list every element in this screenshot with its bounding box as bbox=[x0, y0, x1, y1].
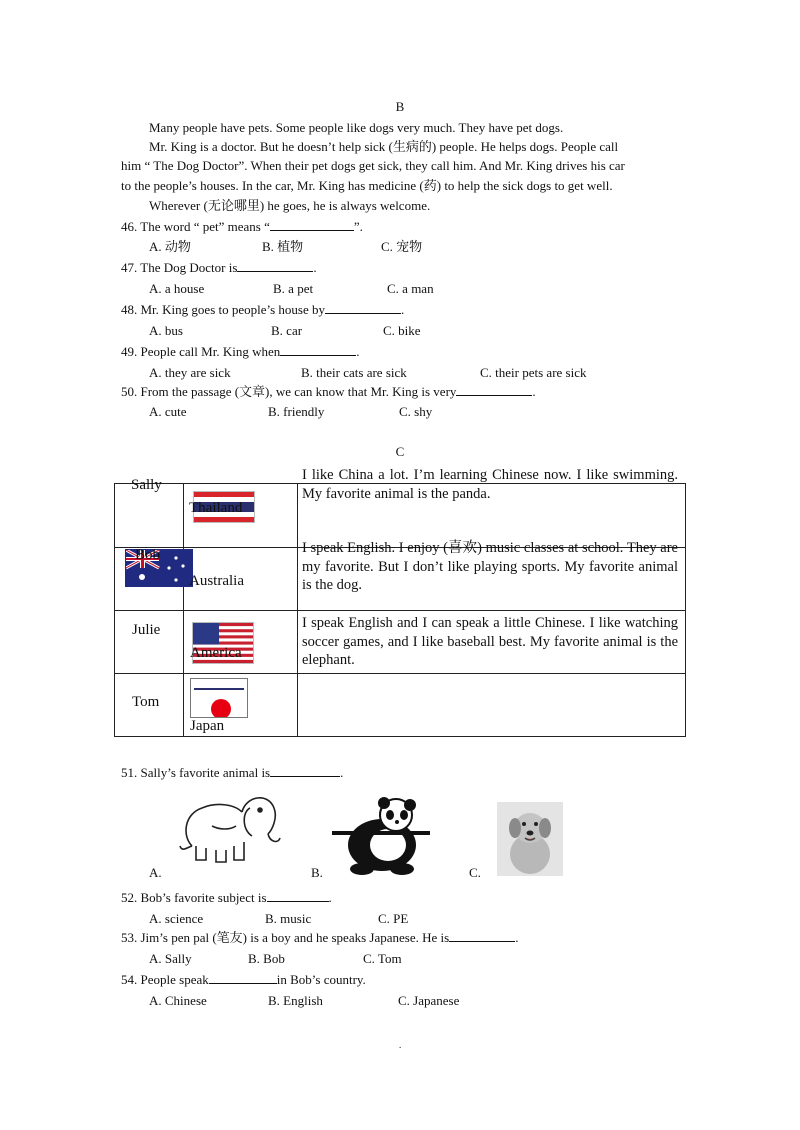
answer-blank[interactable] bbox=[237, 259, 313, 272]
dog-icon[interactable] bbox=[497, 802, 563, 876]
q46-option-c[interactable]: C. 宠物 bbox=[381, 239, 423, 254]
table-row-country: Japan bbox=[190, 718, 225, 734]
q48-option-a[interactable]: A. bus bbox=[149, 323, 183, 338]
q54-option-a[interactable]: A. Chinese bbox=[149, 993, 207, 1008]
answer-blank[interactable] bbox=[280, 343, 356, 356]
q47-option-c[interactable]: C. a man bbox=[387, 281, 434, 296]
q50-option-a[interactable]: A. cute bbox=[149, 404, 187, 419]
q51-option-c[interactable]: C. bbox=[469, 865, 481, 880]
passage-b-para2-line3: to the people’s houses. In the car, Mr. King has medicine (药) to help the sick dogs to get well. bbox=[121, 178, 613, 193]
table-row-description: I like China a lot. I’m learning Chinese now. I like swimming. My favorite animal is the panda. bbox=[302, 467, 678, 502]
q48-option-c[interactable]: C. bike bbox=[383, 323, 421, 338]
q50-option-b[interactable]: B. friendly bbox=[268, 404, 325, 419]
q54-option-b[interactable]: B. English bbox=[268, 993, 323, 1008]
question-47: 47. The Dog Doctor is . bbox=[121, 260, 317, 275]
q53-option-a[interactable]: A. Sally bbox=[149, 951, 192, 966]
q48-option-b[interactable]: B. car bbox=[271, 323, 303, 338]
q52-option-c[interactable]: C. PE bbox=[378, 911, 409, 926]
passage-b-para2-line1: Mr. King is a doctor. But he doesn’t help sick (生病的) people. He helps dogs. People call bbox=[149, 139, 619, 154]
q47-option-b[interactable]: B. a pet bbox=[273, 281, 314, 296]
q52-option-a[interactable]: A. science bbox=[149, 911, 204, 926]
q53-option-b[interactable]: B. Bob bbox=[248, 951, 285, 966]
answer-blank[interactable] bbox=[456, 383, 532, 396]
passage-b-para2-line2: him “ The Dog Doctor”. When their pet dogs get sick, they call him. And Mr. King drives his car bbox=[121, 158, 625, 173]
section-b-label: B bbox=[395, 99, 405, 114]
q51-option-b[interactable]: B. bbox=[311, 865, 323, 880]
page-footer-mark: . bbox=[399, 1040, 402, 1050]
q51-option-a[interactable]: A. bbox=[149, 865, 162, 880]
q46-option-a[interactable]: A. 动物 bbox=[149, 239, 191, 254]
q47-option-a[interactable]: A. a house bbox=[149, 281, 205, 296]
table-row-name: Julie bbox=[132, 622, 161, 638]
table-row-country: Thailand bbox=[189, 500, 243, 516]
question-50: 50. From the passage (文章), we can know that Mr. King is very . bbox=[121, 384, 536, 399]
q52-option-b[interactable]: B. music bbox=[265, 911, 312, 926]
q49-option-c[interactable]: C. their pets are sick bbox=[480, 365, 587, 380]
question-52: 52. Bob’s favorite subject is . bbox=[121, 890, 332, 905]
table-row-country: America bbox=[190, 645, 242, 661]
q46-option-b[interactable]: B. 植物 bbox=[262, 239, 304, 254]
passage-b-para1: Many people have pets. Some people like dogs very much. They have pet dogs. bbox=[149, 120, 564, 135]
question-53: 53. Jim’s pen pal (笔友) is a boy and he speaks Japanese. He is . bbox=[121, 930, 519, 945]
answer-blank[interactable] bbox=[270, 218, 354, 231]
table-row-name: Sally bbox=[131, 477, 162, 493]
table-row-description: I speak English. I enjoy (喜欢) music classes at school. They are my favorite. But I don’t like playing sports. My favorite animal is the dog. bbox=[302, 540, 678, 593]
table-row-name: Tom bbox=[132, 694, 160, 710]
table-row-description: I speak English and I can speak a little Chinese. I like watching soccer games, and I like baseball best. My favorite animal is the elephant. bbox=[302, 615, 678, 668]
table-row-country: Australia bbox=[189, 573, 244, 589]
panda-icon[interactable] bbox=[332, 795, 430, 875]
answer-blank[interactable] bbox=[267, 889, 329, 902]
q49-option-b[interactable]: B. their cats are sick bbox=[301, 365, 407, 380]
question-48: 48. Mr. King goes to people’s house by . bbox=[121, 302, 405, 317]
q49-option-a[interactable]: A. they are sick bbox=[149, 365, 231, 380]
section-c-label: C bbox=[395, 444, 405, 459]
passage-b-para3: Wherever (无论哪里) he goes, he is always welcome. bbox=[149, 198, 431, 213]
elephant-icon[interactable] bbox=[172, 786, 284, 866]
question-54: 54. People speak in Bob’s country. bbox=[121, 972, 366, 987]
question-46: 46. The word “ pet” means “ ”. bbox=[121, 219, 363, 234]
table-row-name: Bob bbox=[135, 547, 161, 563]
japan-flag-icon bbox=[190, 678, 248, 718]
question-49: 49. People call Mr. King when . bbox=[121, 344, 360, 359]
question-51: 51. Sally’s favorite animal is . bbox=[121, 765, 344, 780]
q50-option-c[interactable]: C. shy bbox=[399, 404, 433, 419]
answer-blank[interactable] bbox=[209, 971, 277, 984]
answer-blank[interactable] bbox=[449, 929, 515, 942]
q54-option-c[interactable]: C. Japanese bbox=[398, 993, 460, 1008]
answer-blank[interactable] bbox=[325, 301, 401, 314]
q53-option-c[interactable]: C. Tom bbox=[363, 951, 402, 966]
answer-blank[interactable] bbox=[270, 764, 340, 777]
